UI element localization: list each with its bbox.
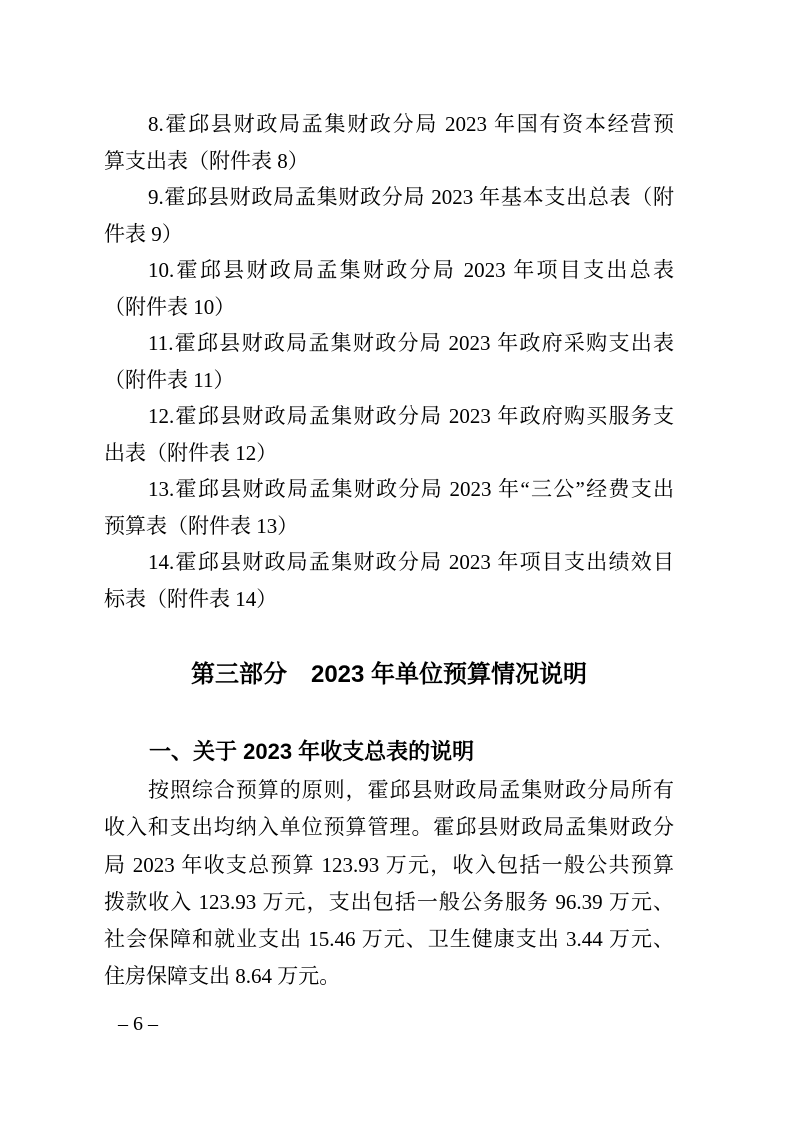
attachment-9-line-2: 件表 9）	[104, 221, 183, 246]
attachment-list	[104, 106, 674, 617]
attachment-14-line-2: 标表（附件表 14）	[104, 586, 278, 611]
attachment-10-line-2: （附件表 10）	[104, 294, 236, 319]
subsection-heading: 一、关于 2023 年收支总表的说明	[149, 739, 475, 764]
page-content	[104, 106, 674, 996]
section-heading: 第三部分 2023 年单位预算情况说明	[190, 661, 588, 688]
budget-summary-paragraph	[104, 772, 674, 996]
attachment-13-line-2: 预算表（附件表 13）	[104, 513, 299, 538]
attachment-12-line-1: 12.霍邱县财政局孟集财政分局 2023 年政府购买服务支	[148, 404, 674, 428]
attachment-8-line-2: 算支出表（附件表 8）	[104, 148, 309, 173]
attachment-8-line-1: 8.霍邱县财政局孟集财政分局 2023 年国有资本经营预	[148, 112, 674, 136]
attachment-10-line-1: 10.霍邱县财政局孟集财政分局 2023 年项目支出总表	[148, 258, 674, 282]
attachment-12-line-2: 出表（附件表 12）	[104, 440, 278, 465]
attachment-14-line-1: 14.霍邱县财政局孟集财政分局 2023 年项目支出绩效目	[148, 550, 674, 574]
attachment-11-line-2: （附件表 11）	[104, 367, 235, 392]
paragraph-line-3: 局 2023 年收支总预算 123.93 万元，收入包括一般公共预算	[104, 852, 674, 877]
attachment-11-line-1: 11.霍邱县财政局孟集财政分局 2023 年政府采购支出表	[148, 331, 674, 355]
attachment-9-line-1: 9.霍邱县财政局孟集财政分局 2023 年基本支出总表（附	[148, 185, 674, 209]
attachment-13-line-1: 13.霍邱县财政局孟集财政分局 2023 年“三公”经费支出	[148, 477, 674, 501]
page-number: – 6 –	[118, 1013, 158, 1035]
paragraph-line-4: 拨款收入 123.93 万元，支出包括一般公务服务 96.39 万元、	[104, 889, 674, 914]
paragraph-line-6: 住房保障支出 8.64 万元。	[104, 964, 341, 989]
paragraph-line-2: 收入和支出均纳入单位预算管理。霍邱县财政局孟集财政分	[104, 815, 674, 840]
paragraph-line-1: 按照综合预算的原则，霍邱县财政局孟集财政分局所有	[148, 778, 674, 802]
paragraph-line-5: 社会保障和就业支出 15.46 万元、卫生健康支出 3.44 万元、	[104, 927, 674, 952]
